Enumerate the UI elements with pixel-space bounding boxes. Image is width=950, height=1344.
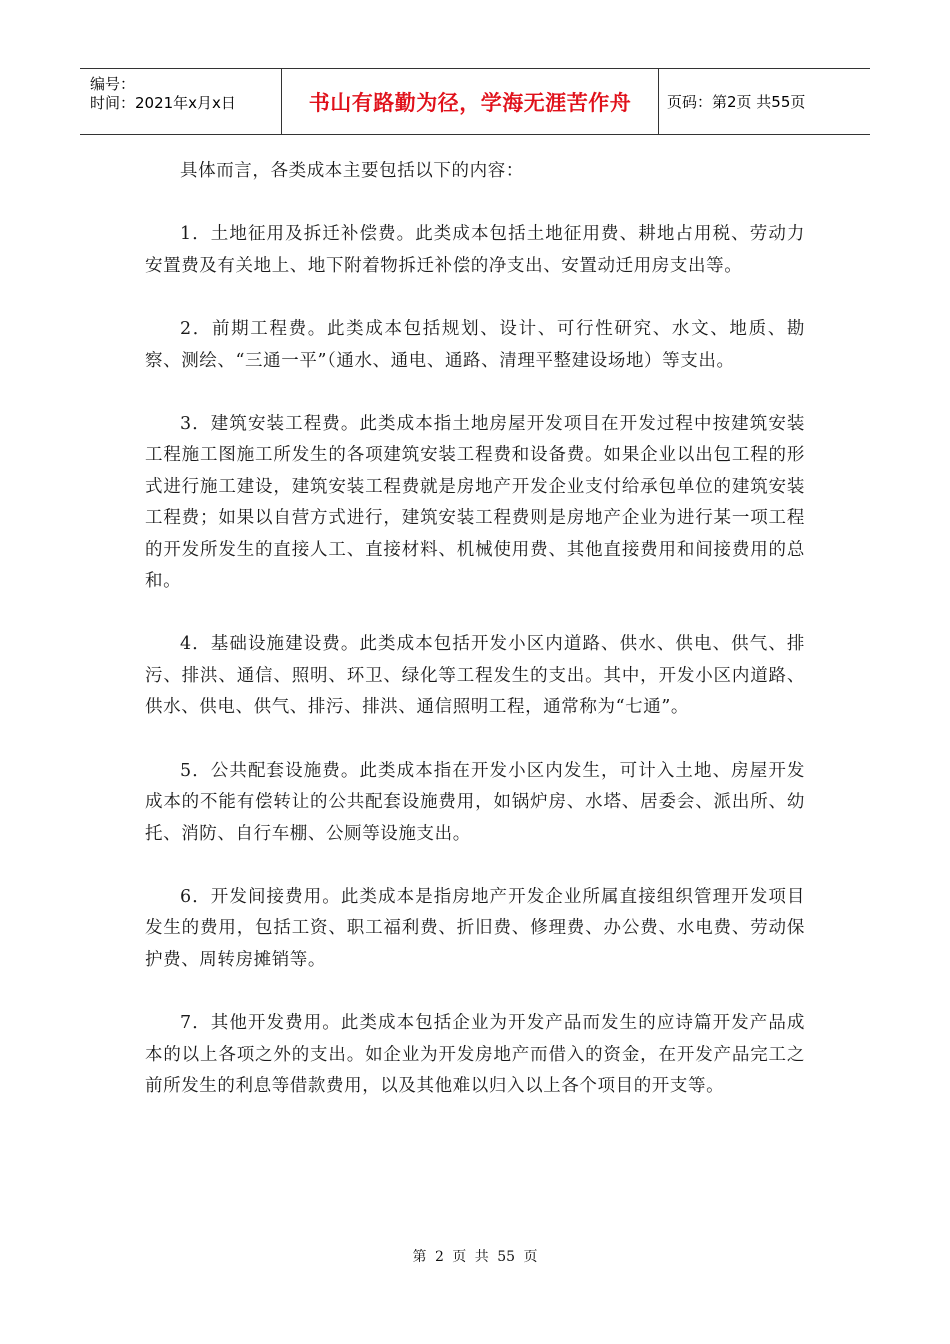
paragraph-5: 5．公共配套设施费。此类成本指在开发小区内发生，可计入土地、房屋开发成本的不能有偿转让的公共配套设施费用，如锅炉房、水塔、居委会、派出所、幼托、消防、自行车棚、公厕等设施支出。 — [145, 760, 805, 844]
document-header — [80, 68, 870, 135]
header-meta — [80, 69, 282, 134]
paragraph-6: 6．开发间接费用。此类成本是指房地产开发企业所属直接组织管理开发项目发生的费用，包括工资、职工福利费、折旧费、修理费、办公费、水电费、劳动保护费、周转房摊销等。 — [145, 886, 805, 970]
paragraph-1: 1．土地征用及拆迁补偿费。此类成本包括土地征用费、耕地占用税、劳动力安置费及有关地上、地下附着物拆迁补偿的净支出、安置动迁用房支出等。 — [145, 224, 805, 276]
intro-paragraph: 具体而言，各类成本主要包括以下的内容： — [180, 161, 524, 181]
time-label: 时间：2021年x月x日 — [90, 94, 236, 112]
document-body — [145, 156, 805, 1134]
paragraph-3: 3．建筑安装工程费。此类成本指土地房屋开发项目在开发过程中按建筑安装工程施工图施工所发生的各项建筑安装工程费和设备费。如果企业以出包工程的形式进行施工建设，建筑安装工程费就是房地产开发企业支付给承包单位的建筑安装工程费；如果以自营方式进行，建筑安装工程费则是房地产企业为进行某一项工程的开发所发生的直接人工、直接材料、机械使用费、其他直接费用和间接费用的总和。 — [145, 414, 805, 592]
header-page-info: 页码：第2页 共55页 — [667, 93, 806, 111]
paragraph-4: 4．基础设施建设费。此类成本包括开发小区内道路、供水、供电、供气、排污、排洪、通信、照明、环卫、绿化等工程发生的支出。其中，开发小区内道路、供水、供电、供气、排污、排洪、通信照明工程，通常称为“七通”。 — [145, 634, 805, 718]
code-label: 编号： — [90, 75, 136, 93]
paragraph-7: 7．其他开发费用。此类成本包括企业为开发产品而发生的应诗篇开发产品成本的以上各项之外的支出。如企业为开发房地产而借入的资金，在开发产品完工之前所发生的利息等借款费用，以及其他难以归入以上各个项目的开支等。 — [145, 1013, 805, 1096]
header-motto: 书山有路勤为径，学海无涯苦作舟 — [282, 69, 659, 134]
paragraph-2: 2．前期工程费。此类成本包括规划、设计、可行性研究、水文、地质、勘察、测绘、“三通一平”（通水、通电、通路、清理平整建设场地）等支出。 — [145, 319, 805, 371]
page-footer: 第 2 页 共 55 页 — [412, 1249, 538, 1265]
